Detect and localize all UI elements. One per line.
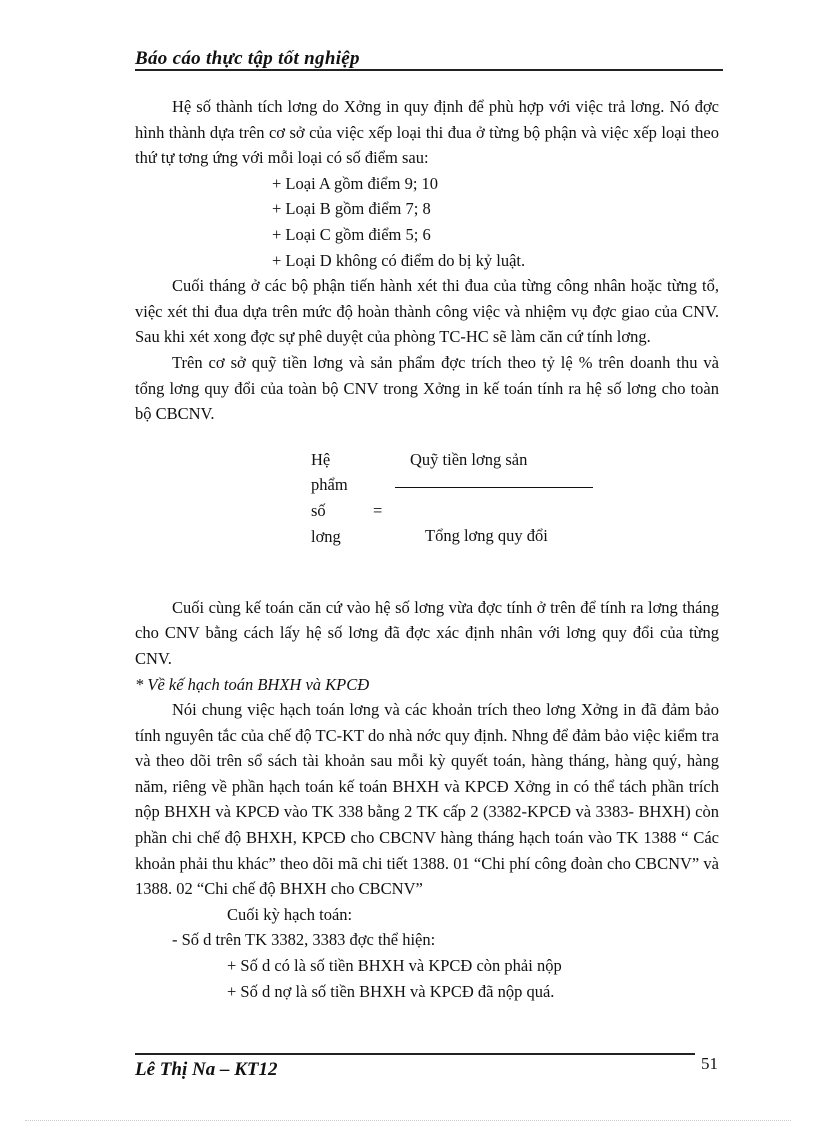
paragraph-7: - Số d trên TK 3382, 3383 đợc thể hiện:: [172, 930, 436, 950]
paragraph-4: Cuối cùng kế toán căn cứ vào hệ số lơng vừa đợc tính ở trên để tính ra lơng tháng cho CNV bằng cách lấy hệ số lơng đã đợc xác định nhân với lơng quy đổi của từng CNV.: [135, 597, 719, 668]
paragraph-9: + Số d nợ là số tiền BHXH và KPCĐ đã nộp quá.: [227, 981, 555, 1001]
formula-equals-sign: =: [373, 500, 383, 520]
header-rule: [135, 69, 723, 71]
formula-left-word: số: [311, 500, 326, 520]
formula-denominator: Tổng lơng quy đổi: [425, 525, 548, 545]
footer-author: Lê Thị Na – KT12: [135, 1059, 278, 1080]
formula-left-side: [311, 447, 348, 549]
page-number: 51: [701, 1054, 718, 1073]
formula-left-word: lơng: [311, 526, 341, 546]
page-bottom-border: [25, 1120, 791, 1121]
header-title: Báo cáo thực tập tốt nghiệp: [135, 48, 360, 69]
formula-left-word: phẩm: [311, 475, 348, 495]
paragraph-3: Trên cơ sở quỹ tiền lơng và sản phẩm đợc trích theo tỷ lệ % trên doanh thu và tổng lơng quy đổi của toàn bộ CNV trong Xởng in kế toán tính ra hệ số lơng cho toàn bộ CBCNV.: [135, 352, 719, 424]
paragraph-6: Cuối kỳ hạch toán:: [227, 904, 353, 924]
paragraph-1: Hệ số thành tích lơng do Xởng in quy định để phù hợp với việc trả lơng. Nó đợc hình thành dựa trên cơ sở của việc xếp loại thi đua ở từng bộ phận và việc xếp loại theo thứ tự tơng ứng với mỗi loại có số điểm sau:: [135, 97, 719, 168]
formula-numerator: Quỹ tiền lơng sản: [410, 449, 528, 469]
grade-list-item: + Loại B gồm điểm 7; 8: [272, 199, 431, 219]
salary-coefficient-formula: [135, 447, 719, 595]
grade-list: [135, 171, 719, 273]
grade-list-item: + Loại C gồm điểm 5; 6: [272, 224, 431, 244]
grade-list-item: + Loại A gồm điểm 9; 10: [272, 173, 439, 193]
formula-fraction-bar: [395, 487, 593, 488]
footer-rule: [135, 1053, 695, 1055]
grade-list-item: + Loại D không có điểm do bị kỷ luật.: [272, 250, 526, 270]
paragraph-2: Cuối tháng ở các bộ phận tiến hành xét thi đua của từng công nhân hoặc từng tổ, việc xét thi đua dựa trên mức độ hoàn thành công việc và nhiệm vụ đợc giao của CNV. Sau khi xét xong đợc sự phê duyệt của phòng TC-HC sẽ làm căn cứ tính lơng.: [135, 276, 719, 347]
document-body: [135, 94, 719, 1004]
formula-left-word: Hệ: [311, 449, 331, 469]
paragraph-8: + Số d có là số tiền BHXH và KPCĐ còn phải nộp: [227, 956, 562, 976]
paragraph-5: Nói chung việc hạch toán lơng và các khoản trích theo lơng Xởng in đã đảm bảo tính nguyên tắc của chế độ TC-KT do nhà nớc quy định. Nhng để đảm bảo việc kiểm tra và theo dõi trên sổ sách tài khoản sau mỗi kỳ quyết toán, hàng tháng, hàng quý, hàng năm, riêng về phần hạch toán kế toán BHXH và KPCĐ Xởng in có thể tách phần trích nộp BHXH và KPCĐ vào TK 338 bằng 2 TK cấp 2 (3382-KPCĐ và 3383- BHXH) còn phần chi chế độ BHXH, KPCĐ cho CBCNV hàng tháng hạch toán vào TK 1388 “ Các khoản phải thu khác” theo dõi mã chi tiết 1388. 01 “Chi phí công đoàn cho CBCNV” và 1388. 02 “Chi chế độ BHXH cho CBCNV”: [135, 700, 719, 899]
section-heading: * Về kế hạch toán BHXH và KPCĐ: [135, 674, 370, 694]
